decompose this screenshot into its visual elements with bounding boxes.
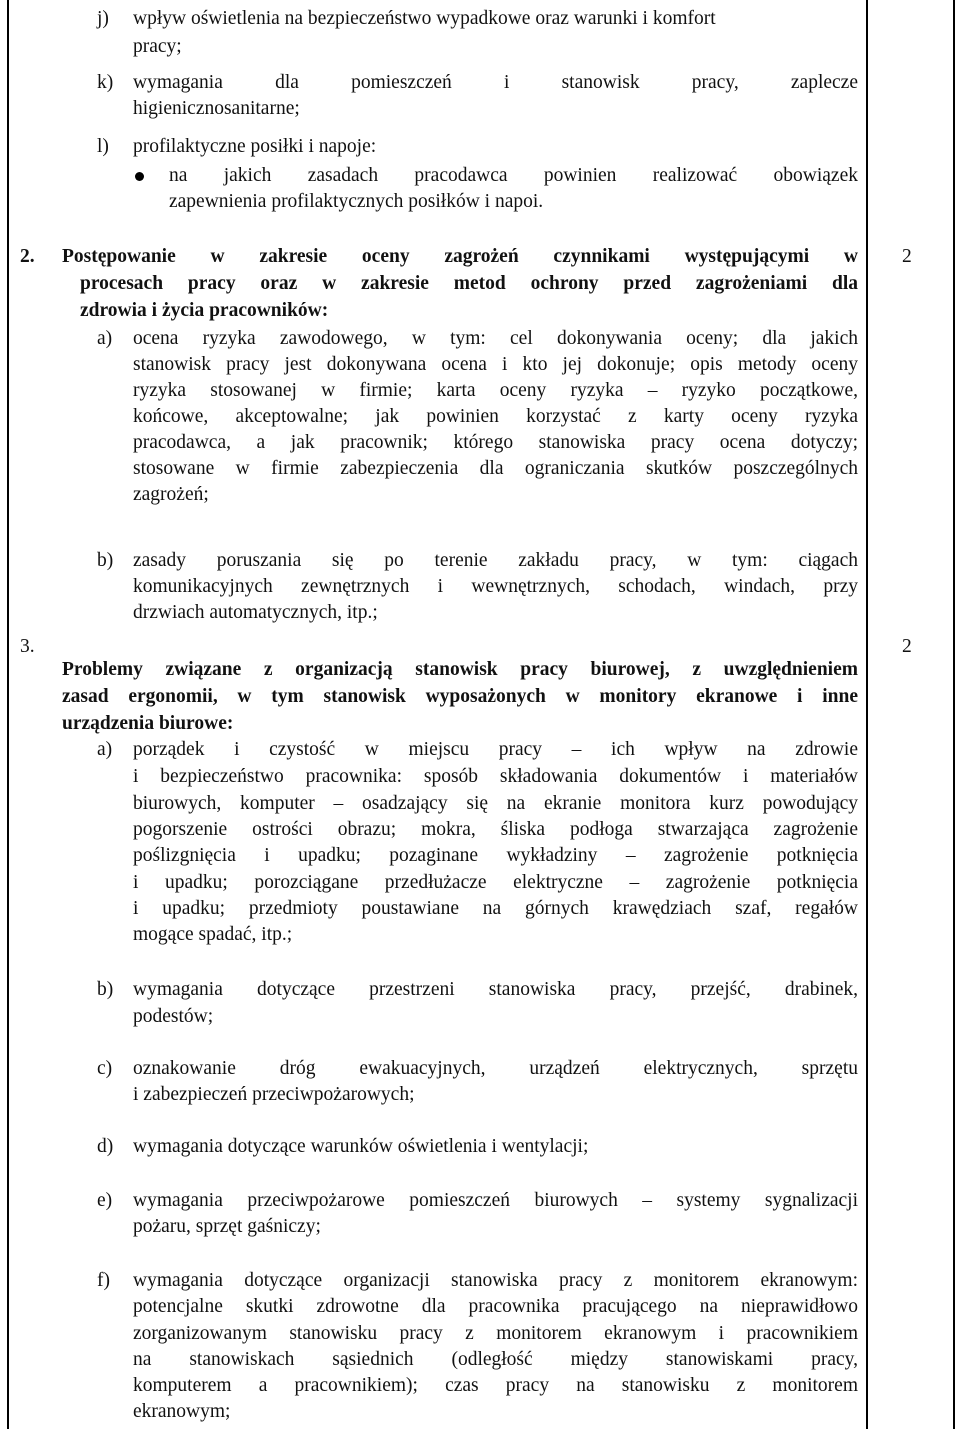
section-3-item-d-marker: d) (97, 1136, 114, 1157)
table-border-right (953, 0, 955, 1429)
section-3-item-a-marker: a) (97, 739, 113, 760)
section-2-item-b-line: drzwiach automatycznych, itp.; (133, 602, 378, 623)
section-3-hours: 2 (902, 636, 912, 657)
item-j-line: wpływ oświetlenia na bezpieczeństwo wypadkowe oraz warunki i komfort (133, 8, 716, 29)
item-j-marker: j) (97, 8, 109, 29)
section-3-item-b-line: podestów; (133, 1006, 214, 1027)
section-2-title-line: procesach pracy oraz w zakresie metod ochrony przed zagrożeniami dla (80, 273, 858, 294)
section-3-item-a-line: i bezpieczeństwo pracownika: sposób składowania dokumentów i materiałów (133, 766, 858, 787)
section-3-item-f-line: komputerem a pracownikiem); czas pracy na stanowisku z monitorem (133, 1375, 858, 1396)
table-border-left (7, 0, 9, 1429)
section-3-item-a-line: poślizgnięcia i upadku; pozaginane wykładziny – zagrożenie potknięcia (133, 845, 858, 866)
section-3-item-a-line: porządek i czystość w miejscu pracy – ich wpływ na zdrowie (133, 739, 858, 760)
section-2-item-a-line: stanowisk pracy jest dokonywana ocena i kto jej dokonuje; opis metody oceny (133, 354, 858, 375)
item-l-line: profilaktyczne posiłki i napoje: (133, 136, 377, 157)
section-3-item-d-line: wymagania dotyczące warunków oświetlenia i wentylacji; (133, 1136, 589, 1157)
section-3-item-c-line: oznakowanie dróg ewakuacyjnych, urządzeń elektrycznych, sprzętu (133, 1058, 858, 1079)
section-3-item-c-line: i zabezpieczeń przeciwpożarowych; (133, 1084, 415, 1105)
section-3-item-c-marker: c) (97, 1058, 113, 1079)
table-border-middle (866, 0, 868, 1429)
section-3-item-e-line: pożaru, sprzęt gaśniczy; (133, 1216, 321, 1237)
item-l-marker: l) (97, 136, 109, 157)
bullet-line: zapewnienia profilaktycznych posiłków i napoi. (169, 191, 544, 212)
section-2-item-a-line: stosowane w firmie zabezpieczenia dla ograniczania skutków poszczególnych (133, 458, 858, 479)
section-3-item-a-line: i upadku; przedmioty poustawiane na górnych krawędziach szaf, regałów (133, 898, 858, 919)
section-3-item-b-line: wymagania dotyczące przestrzeni stanowiska pracy, przejść, drabinek, (133, 979, 858, 1000)
section-3-item-f-line: ekranowym; (133, 1401, 231, 1422)
section-2-item-b-marker: b) (97, 550, 114, 571)
section-3-title-line: Problemy związane z organizacją stanowisk pracy biurowej, z uwzględnieniem (62, 659, 858, 680)
bullet-line: na jakich zasadach pracodawca powinien realizować obowiązek (169, 165, 858, 186)
section-3-item-f-line: zorganizowanym stanowisku pracy z monitorem ekranowym i pracownikiem (133, 1323, 858, 1344)
item-k-line: wymagania dla pomieszczeń i stanowisk pracy, zaplecze (133, 72, 858, 93)
section-2-item-a-line: pracodawca, a jak pracownik; którego stanowiska pracy ocena dotyczy; (133, 432, 858, 453)
section-2-title-line: Postępowanie w zakresie oceny zagrożeń czynnikami występującymi w (62, 246, 858, 267)
section-2-item-a-line: ocena ryzyka zawodowego, w tym: cel dokonywania oceny; dla jakich (133, 328, 858, 349)
section-3-item-f-line: na stanowiskach sąsiednich (odległość między stanowiskami pracy, (133, 1349, 858, 1370)
section-3-item-e-line: wymagania przeciwpożarowe pomieszczeń biurowych – systemy sygnalizacji (133, 1190, 858, 1211)
section-3-item-e-marker: e) (97, 1190, 113, 1211)
section-2-title-line: zdrowia i życia pracowników: (80, 300, 329, 321)
section-2-number: 2. (20, 246, 35, 267)
section-2-item-a-line: końcowe, akceptowalne; jak powinien korzystać z karty oceny ryzyka (133, 406, 858, 427)
section-2-item-a-marker: a) (97, 328, 113, 349)
section-3-item-a-line: i upadku; porozciągane przedłużacze elektryczne – zagrożenie potknięcia (133, 872, 858, 893)
bullet-icon (135, 172, 144, 181)
item-k-marker: k) (97, 72, 114, 93)
section-3-item-f-marker: f) (97, 1270, 110, 1291)
section-2-item-b-line: komunikacyjnych zewnętrznych i wewnętrznych, schodach, windach, przy (133, 576, 858, 597)
section-2-item-a-line: zagrożeń; (133, 484, 209, 505)
section-2-item-b-line: zasady poruszania się po terenie zakładu pracy, w tym: ciągach (133, 550, 858, 571)
section-2-hours: 2 (902, 246, 912, 267)
item-k-line: higienicznosanitarne; (133, 98, 300, 119)
section-3-item-a-line: mogące spadać, itp.; (133, 924, 293, 945)
section-3-item-b-marker: b) (97, 979, 114, 1000)
section-2-item-a-line: ryzyka stosowanej w firmie; karta oceny ryzyka – ryzyko początkowe, (133, 380, 858, 401)
section-3-item-f-line: wymagania dotyczące organizacji stanowiska pracy z monitorem ekranowym: (133, 1270, 858, 1291)
section-3-number: 3. (20, 636, 35, 657)
section-3-item-a-line: biurowych, komputer – osadzający się na ekranie monitora kurz powodujący (133, 793, 858, 814)
item-j-line: pracy; (133, 36, 182, 57)
section-3-title-line: urządzenia biurowe: (62, 713, 234, 734)
section-3-item-a-line: pogorszenie ostrości obrazu; mokra, śliska podłoga stwarzająca zagrożenie (133, 819, 858, 840)
section-3-title-line: zasad ergonomii, w tym stanowisk wyposażonych w monitory ekranowe i inne (62, 686, 858, 707)
section-3-item-f-line: potencjalne skutki zdrowotne dla pracownika pracującego na nieprawidłowo (133, 1296, 858, 1317)
